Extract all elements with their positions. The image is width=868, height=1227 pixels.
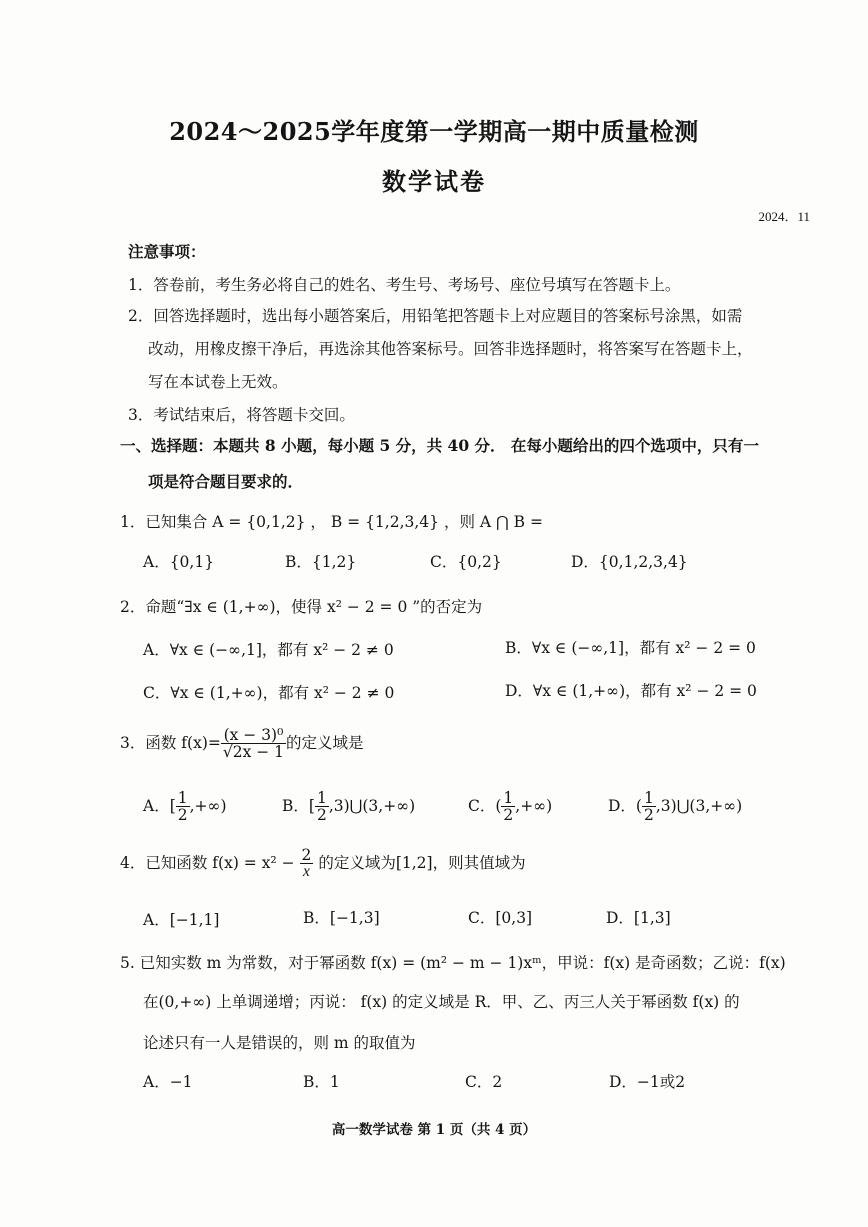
q3-b-frac — [315, 790, 329, 824]
q3-a-num: 1 — [177, 789, 188, 807]
q3-c-den: 2 — [503, 806, 514, 825]
question-5-line-3: 论述只有一人是错误的，则 m 的取值为 — [143, 1034, 416, 1052]
q3-b-label: B．[ — [282, 796, 315, 815]
q3-a-den: 2 — [177, 806, 188, 825]
q3-option-d — [608, 790, 742, 824]
q5-option-d: D．−1或2 — [609, 1073, 686, 1091]
q2-option-d: D．∀x ∈ (1,+∞)，都有 x² − 2 = 0 — [505, 682, 757, 700]
q3-fraction — [221, 727, 286, 761]
q4-prefix: 4．已知函数 f(x) = x² − — [120, 853, 295, 872]
q4-option-d: D．[1,3] — [606, 909, 671, 927]
q3-prefix: 3．函数 f(x)= — [120, 733, 221, 752]
q5-option-c: C．2 — [465, 1073, 503, 1091]
notice-item-2-cont: 改动，用橡皮擦干净后，再选涂其他答案标号。回答非选择题时，将答案写在答题卡上， — [148, 340, 753, 358]
q5-option-b: B．1 — [303, 1073, 340, 1091]
notice-item-2: 2．回答选择题时，选出每小题答案后，用铅笔把答题卡上对应题目的答案标号涂黑，如需 — [128, 307, 743, 325]
q3-a-frac — [176, 790, 190, 824]
section-heading: 一、选择题：本题共 8 小题，每小题 5 分，共 40 分． 在每小题给出的四个选项中，只有一 — [120, 436, 759, 455]
q4-suffix: 的定义域为[1,2]，则其值域为 — [318, 853, 526, 872]
q2-option-c: C．∀x ∈ (1,+∞)，都有 x² − 2 ≠ 0 — [143, 684, 395, 702]
q3-option-c — [468, 790, 552, 824]
question-2-stem: 2．命题“∃x ∈ (1,+∞)，使得 x² − 2 = 0 ”的否定为 — [120, 598, 483, 616]
question-1-stem: 1．已知集合 A = {0,1,2} ， B = {1,2,3,4} ，则 A ⋂ B = — [120, 513, 543, 531]
q5-option-a: A．−1 — [143, 1073, 193, 1091]
q2-option-a: A．∀x ∈ (−∞,1]，都有 x² − 2 ≠ 0 — [143, 641, 394, 659]
q3-a-tail: ,+∞) — [189, 796, 227, 815]
q3-suffix: 的定义域是 — [286, 733, 364, 752]
q3-c-num: 1 — [503, 789, 514, 807]
q3-option-b — [282, 790, 415, 824]
notice-item-1: 1．答卷前，考生务必将自己的姓名、考生号、考场号、座位号填写在答题卡上。 — [128, 276, 681, 294]
q3-c-tail: ,+∞) — [515, 796, 553, 815]
q1-option-d: D．{0,1,2,3,4} — [571, 553, 688, 571]
q3-d-label: D．( — [608, 796, 642, 815]
q1-option-a: A．{0,1} — [143, 553, 215, 571]
q4-denominator: x — [303, 863, 310, 881]
q3-d-tail: ,3)⋃(3,+∞) — [655, 796, 743, 815]
q3-b-tail: ,3)⋃(3,+∞) — [328, 796, 416, 815]
q1-option-b: B．{1,2} — [285, 553, 357, 571]
q3-d-frac — [642, 790, 656, 824]
q4-option-a: A．[−1,1] — [143, 911, 220, 929]
q4-option-c: C．[0,3] — [468, 909, 533, 927]
q4-option-b: B．[−1,3] — [303, 909, 380, 927]
exam-date: 2024．11 — [758, 209, 810, 224]
exam-title: 2024～2025学年度第一学期高一期中质量检测 — [169, 117, 699, 146]
question-5-line-1: 5. 已知实数 m 为常数，对于幂函数 f(x) = (m² − m − 1)xᵐ，甲说：f(x) 是奇函数；乙说：f(x) — [120, 954, 786, 972]
notice-item-2-end: 写在本试卷上无效。 — [148, 373, 288, 391]
q3-c-frac — [501, 790, 515, 824]
q3-d-num: 1 — [643, 789, 654, 807]
q4-numerator: 2 — [301, 846, 312, 864]
question-5-line-2: 在(0,+∞) 上单调递增；丙说： f(x) 的定义域是 R．甲、乙、丙三人关于幂函数 f(x) 的 — [143, 993, 740, 1011]
q3-c-label: C．( — [468, 796, 502, 815]
page-footer: 高一数学试卷 第 1 页（共 4 页） — [331, 1122, 537, 1138]
notice-item-3: 3．考试结束后，将答题卡交回。 — [128, 406, 355, 424]
q2-option-b: B．∀x ∈ (−∞,1]，都有 x² − 2 = 0 — [505, 639, 756, 657]
q1-option-c: C．{0,2} — [430, 553, 502, 571]
question-4-stem — [120, 847, 526, 881]
q3-d-den: 2 — [643, 806, 654, 825]
q4-fraction — [300, 847, 314, 881]
section-heading-cont: 项是符合题目要求的． — [148, 472, 304, 491]
q3-option-a — [143, 790, 227, 824]
q3-a-label: A．[ — [143, 796, 176, 815]
q3-denominator: √2x − 1 — [222, 743, 285, 762]
exam-subtitle: 数学试卷 — [382, 167, 486, 196]
question-3-stem — [120, 727, 364, 761]
q3-b-num: 1 — [316, 789, 327, 807]
q3-b-den: 2 — [316, 806, 327, 825]
q3-numerator: (x − 3)⁰ — [221, 727, 286, 744]
notice-heading: 注意事项： — [128, 242, 206, 261]
